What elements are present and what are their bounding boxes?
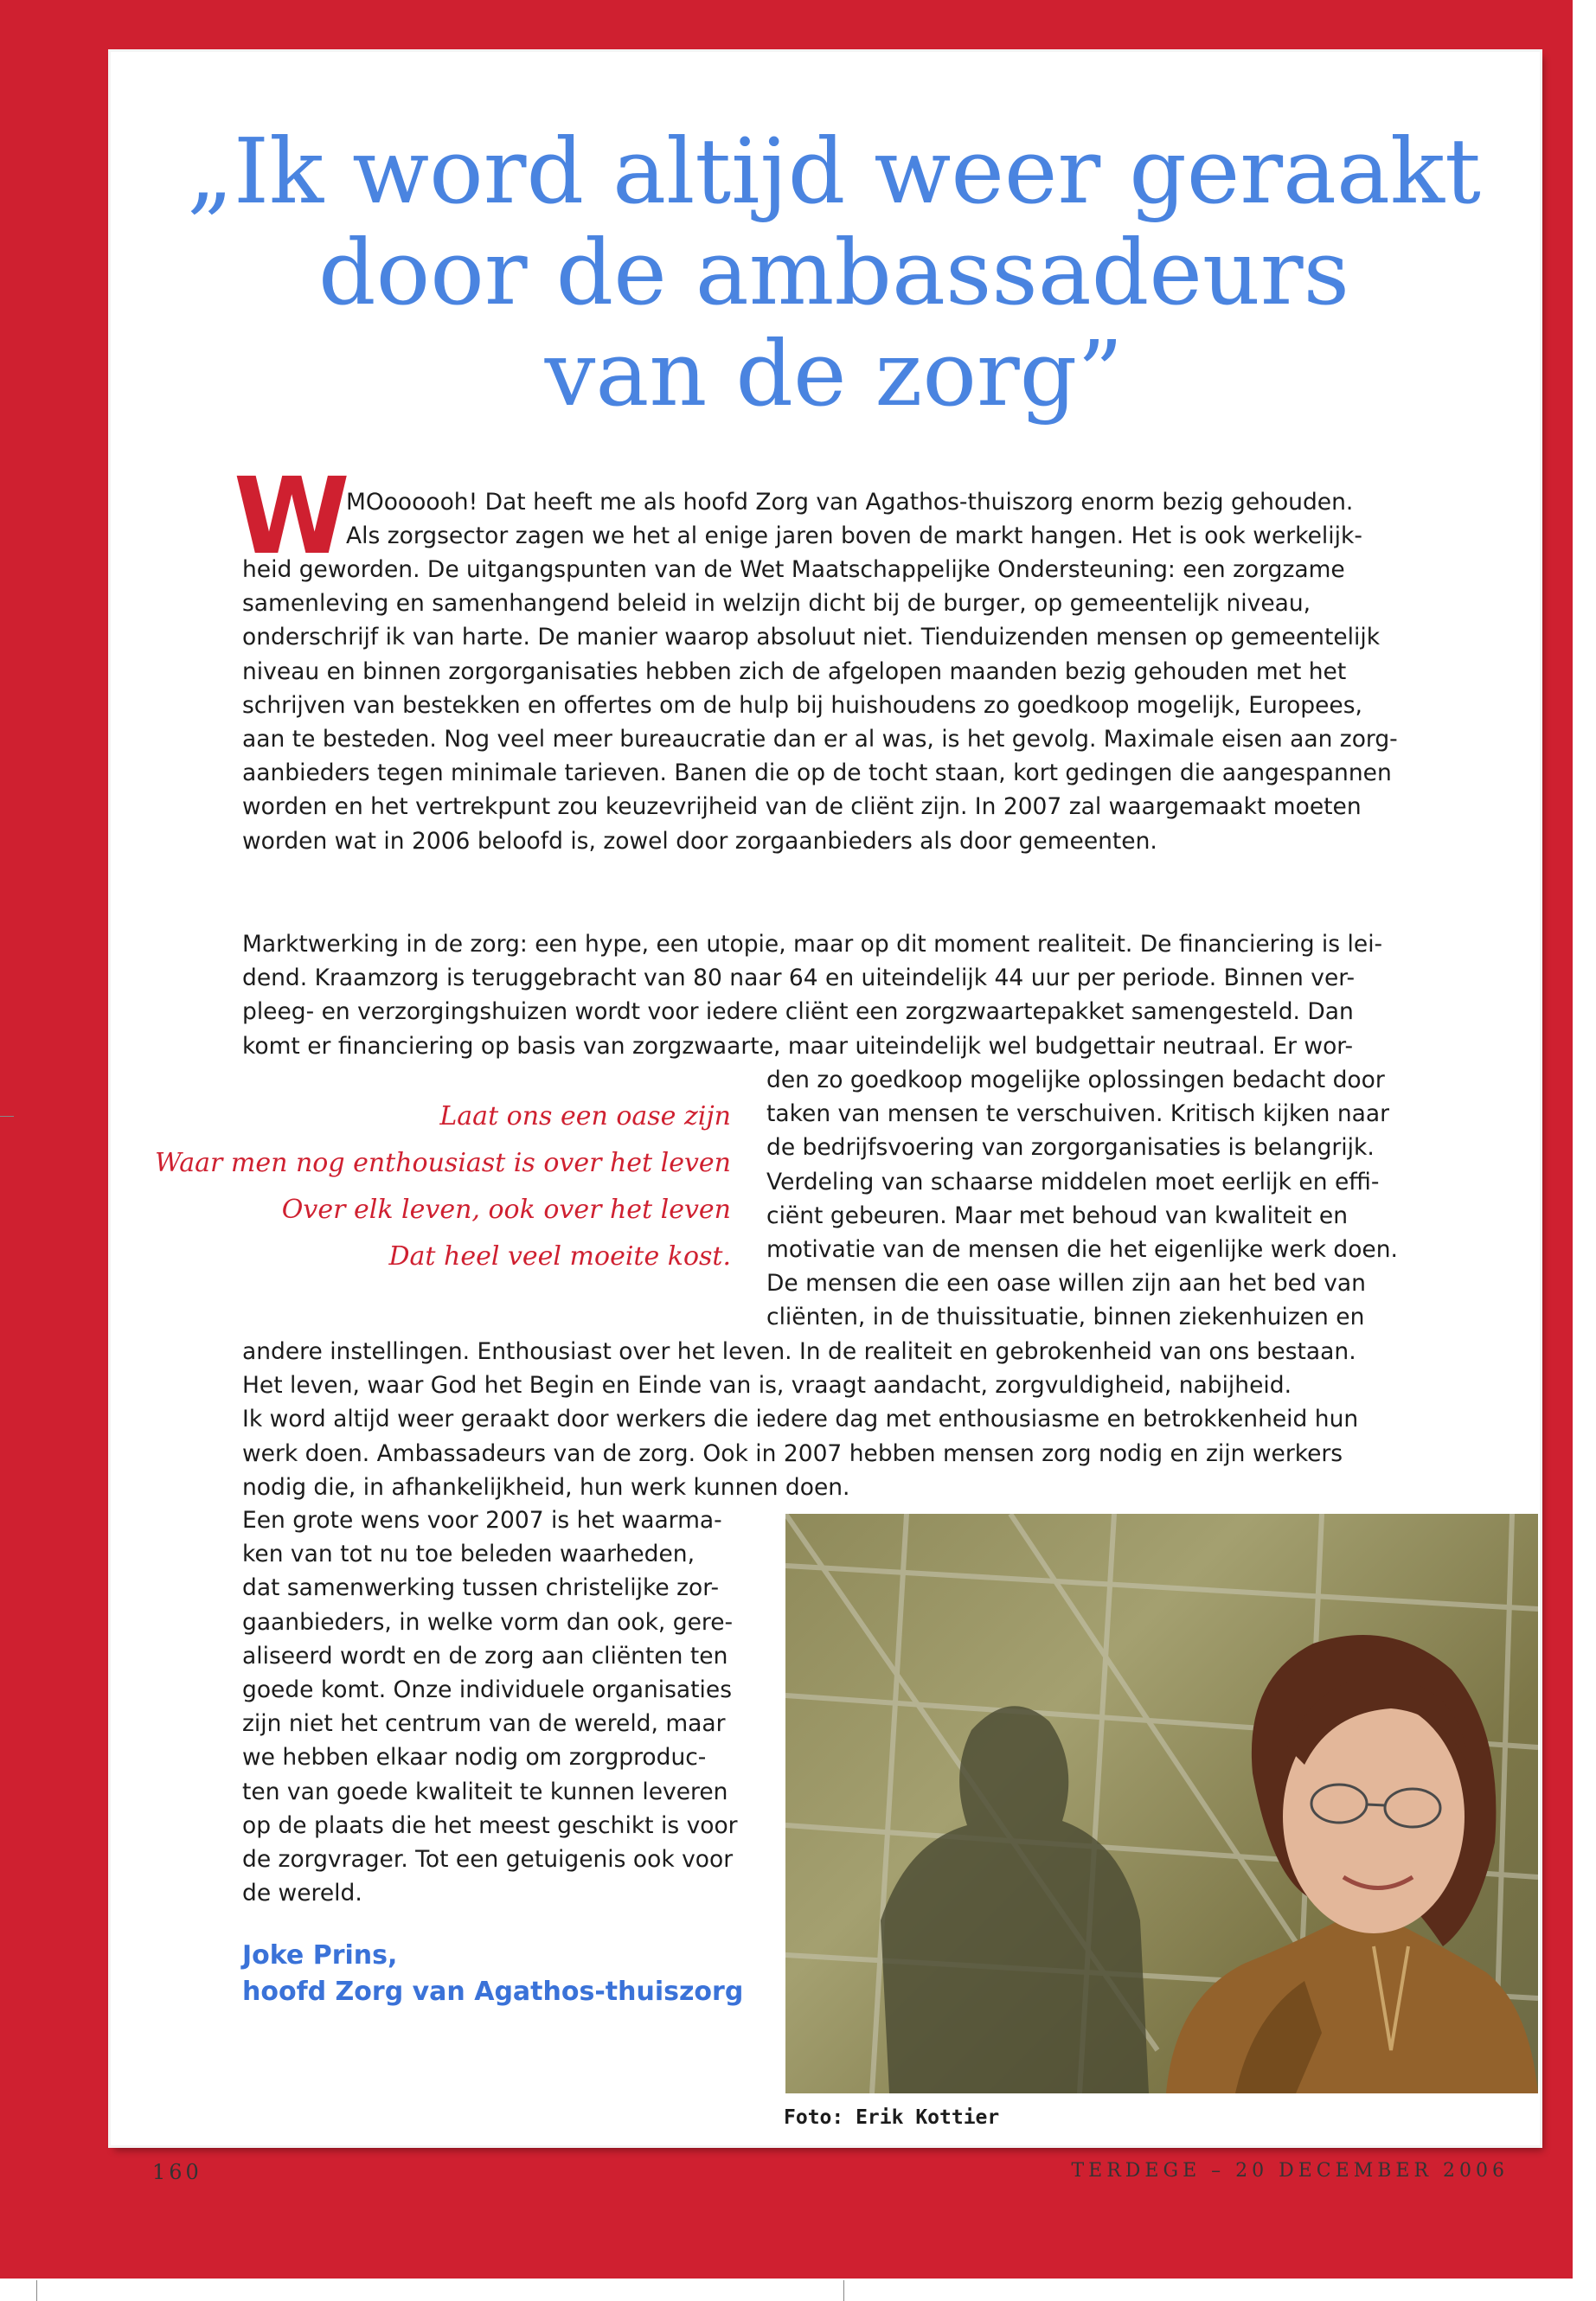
text-line: Een grote wens voor 2007 is het waarma-	[242, 1507, 722, 1534]
page-number: 160	[152, 2160, 202, 2184]
text-line: zijn niet het centrum van de wereld, maar	[242, 1710, 726, 1738]
running-footer: TERDEGE – 20 DECEMBER 2006	[1071, 2160, 1509, 2182]
text-line: De mensen die een oase willen zijn aan het bed van	[766, 1270, 1366, 1298]
text-line: komt er financiering op basis van zorgzwaarte, maar uiteindelijk wel budgettair neutraal. Er wor-	[242, 1032, 1354, 1060]
text-line: nodig die, in afhankelijkheid, hun werk kunnen doen.	[242, 1473, 850, 1501]
crop-mark-bottom-mid	[843, 2280, 844, 2301]
text-line: worden en het vertrekpunt zou keuzevrijheid van de cliënt zijn. In 2007 zal waargemaakt moeten	[242, 793, 1362, 821]
text-line: Ik word altijd weer geraakt door werkers die iedere dag met enthousiasme en betrokkenheid hun	[242, 1406, 1359, 1433]
text-line: cliënten, in de thuissituatie, binnen ziekenhuizen en	[766, 1304, 1365, 1331]
portrait-photo	[785, 1514, 1538, 2093]
intro-paragraph	[242, 553, 1398, 858]
wish-paragraph	[242, 1503, 738, 1910]
text-line: andere instellingen. Enthousiast over het leven. In de realiteit en gebrokenheid van ons bestaan.	[242, 1338, 1356, 1365]
text-line: motivatie van de mensen die het eigenlijke werk doen.	[766, 1236, 1398, 1264]
pull-quote-line: Over elk leven, ook over het leven	[281, 1195, 731, 1225]
market-paragraph-continued	[242, 1335, 1358, 1504]
text-line: aan te besteden. Nog veel meer bureaucratie dan er al was, is het gevolg. Maximale eisen aan zorg-	[242, 726, 1398, 753]
text-line: worden wat in 2006 beloofd is, zowel door zorgaanbieders als door gemeenten.	[242, 827, 1157, 855]
text-line: aanbieders tegen minimale tarieven. Banen die op de tocht staan, kort gedingen die aangespannen	[242, 760, 1392, 787]
text-line: de zorgvrager. Tot een getuigenis ook voor	[242, 1846, 734, 1874]
text-line: goede komt. Onze individuele organisaties	[242, 1676, 733, 1704]
text-line: den zo goedkoop mogelijke oplossingen bedacht door	[766, 1067, 1385, 1093]
text-line: dat samenwerking tussen christelijke zor-	[242, 1574, 720, 1602]
text-line: pleeg- en verzorgingshuizen wordt voor iedere cliënt een zorgzwaartepakket samengesteld. Dan	[242, 998, 1354, 1026]
headline-line: van de zorg”	[544, 321, 1124, 426]
text-line: onderschrijf ik van harte. De manier waarop absoluut niet. Tienduizenden mensen op gemeentelijk	[242, 624, 1381, 651]
drop-cap: W	[234, 455, 350, 578]
text-line: ten van goede kwaliteit te kunnen leveren	[242, 1778, 728, 1805]
text-line: werk doen. Ambassadeurs van de zorg. Ook in 2007 hebben mensen zorg nodig en zijn werkers	[242, 1439, 1343, 1467]
text-line: Het leven, waar God het Begin en Einde van is, vraagt aandacht, zorgvuldigheid, nabijheid.	[242, 1372, 1292, 1400]
market-paragraph-right-column	[766, 1063, 1398, 1335]
author-role: hoofd Zorg van Agathos-thuiszorg	[242, 1977, 744, 2007]
text-line: heid geworden. De uitgangspunten van de Wet Maatschappelijke Ondersteuning: een zorgzame	[242, 556, 1345, 583]
text-line: dend. Kraamzorg is teruggebracht van 80 naar 64 en uiteindelijk 44 uur per periode. Binnen ver-	[242, 965, 1356, 992]
market-paragraph	[242, 927, 1382, 1063]
text-line: Marktwerking in de zorg: een hype, een utopie, maar op dit moment realiteit. De financiering is lei-	[242, 931, 1383, 958]
photo-credit: Foto: Erik Kottier	[784, 2106, 1000, 2129]
headline-line: door de ambassadeurs	[318, 220, 1349, 325]
crop-mark-left	[0, 1116, 14, 1117]
pull-quote-line: Waar men nog enthousiast is over het leven	[155, 1148, 731, 1178]
text-line: de wereld.	[242, 1880, 362, 1907]
text-line: taken van mensen te verschuiven. Kritisch kijken naar	[766, 1100, 1390, 1128]
pull-quote	[111, 1093, 731, 1280]
text-line: ciënt gebeuren. Maar met behoud van kwaliteit en	[766, 1202, 1349, 1229]
author-name: Joke Prins,	[242, 1940, 398, 1971]
text-line: Als zorgsector zagen we het al enige jaren boven de markt hangen. Het is ook werkelijk-	[346, 522, 1362, 550]
text-line: de bedrijfsvoering van zorgorganisaties is belangrijk.	[766, 1134, 1375, 1162]
text-line: aliseerd wordt en de zorg aan cliënten ten	[242, 1642, 728, 1670]
text-line: we hebben elkaar nodig om zorgproduc-	[242, 1744, 707, 1772]
text-line: samenleving en samenhangend beleid in welzijn dicht bij de burger, op gemeentelijk niveau,	[242, 590, 1311, 618]
headline	[142, 121, 1526, 425]
pull-quote-line: Dat heel veel moeite kost.	[388, 1241, 731, 1272]
text-line: gaanbieders, in welke vorm dan ook, gere-	[242, 1608, 734, 1636]
pull-quote-line: Laat ons een oase zijn	[439, 1101, 731, 1131]
text-line: schrijven van bestekken en offertes om de hulp bij huishoudens zo goedkoop mogelijk, Europees,	[242, 691, 1362, 719]
article-page	[111, 52, 1540, 2184]
text-line: niveau en binnen zorgorganisaties hebben zich de afgelopen maanden bezig gehouden met het	[242, 657, 1347, 685]
headline-line: „Ik word altijd weer geraakt	[187, 119, 1481, 224]
text-line: MOoooooh! Dat heeft me als hoofd Zorg van Agathos-thuiszorg enorm bezig gehouden.	[346, 489, 1354, 516]
text-line: op de plaats die het meest geschikt is voor	[242, 1811, 738, 1839]
text-line: ken van tot nu toe beleden waarheden,	[242, 1541, 695, 1568]
text-line: Verdeling van schaarse middelen moet eerlijk en effi-	[766, 1168, 1380, 1195]
crop-mark-bottom-left	[36, 2280, 37, 2301]
intro-paragraph-first-lines	[346, 485, 1362, 553]
author-signature	[242, 1938, 743, 2010]
bottom-margin	[0, 2279, 1596, 2301]
